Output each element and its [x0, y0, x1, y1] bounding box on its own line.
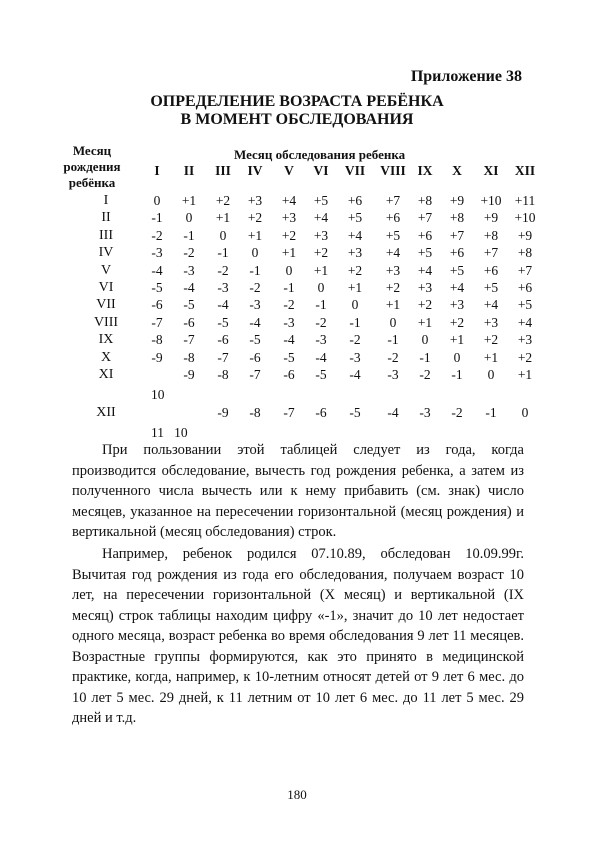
- table-cell: +6: [417, 227, 433, 243]
- table-cell: +5: [417, 245, 433, 261]
- title-line-1: ОПРЕДЕЛЕНИЕ ВОЗРАСТА РЕБЁНКА: [150, 93, 444, 110]
- table-cell: +1: [347, 280, 363, 295]
- table-cell: -4: [151, 262, 163, 278]
- table-cell: -2: [349, 332, 361, 348]
- table-cell: -5: [249, 332, 261, 348]
- table-cell: -1: [315, 297, 327, 313]
- table-cell: -1: [151, 210, 163, 226]
- month-column-header: IX: [417, 163, 433, 178]
- table-cell: +2: [247, 210, 263, 226]
- table-cell: -1: [217, 245, 229, 261]
- table-cell: +2: [483, 332, 499, 348]
- appendix-label: Приложение 38: [410, 68, 522, 85]
- birth-month-label: VIII: [93, 314, 119, 330]
- table-cell: -3: [217, 280, 229, 295]
- table-cell: -7: [249, 367, 261, 382]
- table-cell: +2: [417, 297, 433, 313]
- table-cell: -2: [151, 227, 163, 243]
- table-cell: +1: [313, 262, 329, 278]
- table-cell: +2: [385, 280, 401, 295]
- table-cell: -2: [283, 297, 295, 313]
- table-cell: 0: [185, 210, 193, 226]
- table-cell: +4: [417, 262, 433, 278]
- table-cell: +8: [449, 210, 465, 226]
- table-cell: +7: [517, 262, 533, 278]
- table-cell: -6: [183, 314, 195, 330]
- table-cell: +9: [517, 227, 533, 243]
- table-cell: 0: [351, 297, 359, 313]
- table-cell: +3: [247, 193, 263, 208]
- birth-month-label: II: [101, 210, 111, 226]
- birth-month-label: I: [103, 193, 109, 208]
- table-cell: +2: [449, 314, 465, 330]
- table-cell: -5: [217, 314, 229, 330]
- table-cell: +2: [347, 262, 363, 278]
- table-cell: +4: [313, 210, 329, 226]
- table-cell: +7: [483, 245, 499, 261]
- table-cell: -8: [217, 367, 229, 382]
- table-cell: 0: [521, 405, 529, 420]
- table-cell: -1: [485, 405, 497, 420]
- birth-month-label: VII: [96, 297, 116, 313]
- paragraph-1: При пользовании этой таблицей следует из года, когда производится обследование, вычесть год рождения ребенка, а затем из полученного числа вычесть или к нему прибавить (см. знак) число месяцев, указанное на пересечении горизонтальной (месяц рождения) и вертикальной (месяц обследования) строк.: [72, 442, 524, 540]
- table-cell: +1: [181, 193, 197, 208]
- table-cell: +4: [347, 227, 363, 243]
- month-column-header: VI: [313, 163, 329, 178]
- table-cell: -6: [283, 367, 295, 382]
- row-header-line: ребёнка: [68, 175, 116, 190]
- table-cell: +8: [417, 193, 433, 208]
- table-cell: -1: [283, 280, 295, 295]
- table-cell: -9: [151, 349, 163, 365]
- table-cell: 0: [389, 314, 397, 330]
- table-cell: -8: [183, 349, 195, 365]
- table-cell: -4: [183, 280, 195, 295]
- table-cell: +5: [517, 297, 533, 313]
- table-cell: +9: [483, 210, 499, 226]
- title-line-2: В МОМЕНТ ОБСЛЕДОВАНИЯ: [180, 111, 414, 128]
- table-cell: +2: [313, 245, 329, 261]
- table-cell: +3: [483, 314, 499, 330]
- table-cell: 0: [317, 280, 325, 295]
- birth-month-label: III: [99, 227, 113, 243]
- table-cell: +1: [483, 349, 499, 365]
- table-cell: +2: [517, 349, 533, 365]
- table-cell: +9: [449, 193, 465, 208]
- table-cell: -1: [419, 349, 431, 365]
- table-cell: -4: [315, 349, 327, 365]
- table-cell: -6: [217, 332, 229, 348]
- table-cell: -3: [283, 314, 295, 330]
- table-cell: -9: [217, 405, 229, 420]
- table-cell: -1: [249, 262, 261, 278]
- wrapped-cell-value: 11 10: [151, 425, 188, 440]
- table-cell: +5: [483, 280, 499, 295]
- month-column-header: XII: [514, 163, 536, 178]
- table-cell: +5: [385, 227, 401, 243]
- table-cell: -3: [387, 367, 399, 382]
- table-cell: +3: [313, 227, 329, 243]
- table-cell: +1: [385, 297, 401, 313]
- table-cell: +3: [281, 210, 297, 226]
- table-cell: -1: [451, 367, 463, 382]
- table-cell: 0: [421, 332, 429, 348]
- table-cell: -7: [217, 349, 229, 365]
- row-header-line: рождения: [63, 159, 121, 174]
- table-cell: -6: [151, 297, 163, 313]
- table-cell: +6: [347, 193, 363, 208]
- table-cell: +3: [417, 280, 433, 295]
- table-cell: -5: [183, 297, 195, 313]
- table-cell: -7: [283, 405, 295, 420]
- table-cell: -3: [315, 332, 327, 348]
- table-cell: -3: [183, 262, 195, 278]
- table-cell: -7: [151, 314, 163, 330]
- birth-month-label: IX: [98, 332, 114, 348]
- table-cell: +11: [514, 193, 536, 208]
- table-cell: -2: [387, 349, 399, 365]
- table-cell: -4: [387, 405, 399, 420]
- table-cell: +3: [449, 297, 465, 313]
- table-cell: +5: [449, 262, 465, 278]
- table-cell: +4: [281, 193, 297, 208]
- table-cell: -2: [451, 405, 463, 420]
- table-cell: -2: [217, 262, 229, 278]
- table-cell: +4: [517, 314, 533, 330]
- table-cell: +1: [281, 245, 297, 261]
- month-column-header: VIII: [380, 163, 406, 178]
- month-column-header: IV: [247, 163, 263, 178]
- birth-month-label: V: [100, 262, 112, 278]
- wrapped-cell-value: 10: [151, 387, 165, 402]
- table-cell: 0: [453, 349, 461, 365]
- table-cell: -6: [315, 405, 327, 420]
- table-cell: -7: [183, 332, 195, 348]
- table-cell: -3: [349, 349, 361, 365]
- table-cell: +6: [449, 245, 465, 261]
- table-cell: +1: [417, 314, 433, 330]
- table-cell: +1: [215, 210, 231, 226]
- row-header: [60, 143, 124, 191]
- table-cell: -4: [249, 314, 261, 330]
- row-header-line: Месяц: [72, 143, 112, 158]
- table-cell: +7: [449, 227, 465, 243]
- table-cell: +1: [449, 332, 465, 348]
- table-cell: +8: [483, 227, 499, 243]
- month-column-header: X: [452, 163, 462, 178]
- table-cell: -6: [249, 349, 261, 365]
- paragraph-2: Например, ребенок родился 07.10.89, обследован 10.09.99г. Вычитая год рождения из года его обследования, получаем возраст 10 лет, на пересечении горизонтальной (X месяц) и вертикальной (IX месяц) строк таблицы находим цифру «-1», значит до 10 лет недостает одного месяца, возраст ребенка во время обследования 9 лет 11 месяцев. Возрастные группы формируются, как это принято в медицинской практике, когда, например, к 10-летним относят детей от 9 лет 6 мес. до 10 лет 5 мес. 29 дней, к 11 летним от 10 лет 6 мес. до 11 лет 5 мес. 29 дней и т.д.: [72, 546, 524, 726]
- table-cell: +6: [483, 262, 499, 278]
- birth-month-label: IV: [98, 245, 114, 261]
- table-cell: 0: [251, 245, 259, 261]
- page-number: 180: [287, 787, 307, 802]
- table-cell: -5: [349, 405, 361, 420]
- table-cell: -2: [249, 280, 261, 295]
- table-cell: -2: [183, 245, 195, 261]
- table-cell: -5: [151, 280, 163, 295]
- table-cell: -1: [183, 227, 195, 243]
- table-cell: -4: [283, 332, 295, 348]
- table-cell: -5: [315, 367, 327, 382]
- column-header: Месяц обследования ребенка: [234, 147, 406, 162]
- table-cell: -1: [349, 314, 361, 330]
- table-cell: -2: [315, 314, 327, 330]
- table-cell: -3: [249, 297, 261, 313]
- birth-month-label: XII: [96, 405, 116, 420]
- table-cell: +3: [517, 332, 533, 348]
- table-cell: -9: [183, 367, 195, 382]
- table-cell: 0: [487, 367, 495, 382]
- table-cell: 0: [285, 262, 293, 278]
- birth-month-label: VI: [98, 280, 114, 295]
- table-cell: +1: [517, 367, 533, 382]
- table-cell: -8: [151, 332, 163, 348]
- table-cell: +7: [417, 210, 433, 226]
- table-cell: -3: [419, 405, 431, 420]
- table-cell: +5: [347, 210, 363, 226]
- table-cell: +3: [347, 245, 363, 261]
- table-cell: +3: [385, 262, 401, 278]
- month-column-header: VII: [344, 163, 366, 178]
- table-cell: 0: [153, 193, 161, 208]
- month-column-header: I: [154, 163, 160, 178]
- table-cell: -1: [387, 332, 399, 348]
- table-cell: +6: [385, 210, 401, 226]
- table-cell: -8: [249, 405, 261, 420]
- table-cell: +8: [517, 245, 533, 261]
- table-cell: -5: [283, 349, 295, 365]
- table-cell: +7: [385, 193, 401, 208]
- table-cell: +10: [480, 193, 502, 208]
- table-cell: 0: [219, 227, 227, 243]
- table-cell: +4: [483, 297, 499, 313]
- table-cell: -4: [349, 367, 361, 382]
- table-cell: +4: [385, 245, 401, 261]
- table-cell: -2: [419, 367, 431, 382]
- table-cell: -3: [151, 245, 163, 261]
- table-cell: +4: [449, 280, 465, 295]
- table-cell: +6: [517, 280, 533, 295]
- month-column-header: II: [183, 163, 195, 178]
- table-cell: +1: [247, 227, 263, 243]
- table-cell: +10: [514, 210, 536, 226]
- table-cell: +2: [215, 193, 231, 208]
- month-column-header: XI: [483, 163, 499, 178]
- table-cell: +5: [313, 193, 329, 208]
- birth-month-label: XI: [98, 367, 114, 382]
- month-column-header: III: [215, 163, 231, 178]
- table-cell: +2: [281, 227, 297, 243]
- birth-month-label: X: [100, 349, 112, 365]
- month-column-header: V: [284, 163, 294, 178]
- table-cell: -4: [217, 297, 229, 313]
